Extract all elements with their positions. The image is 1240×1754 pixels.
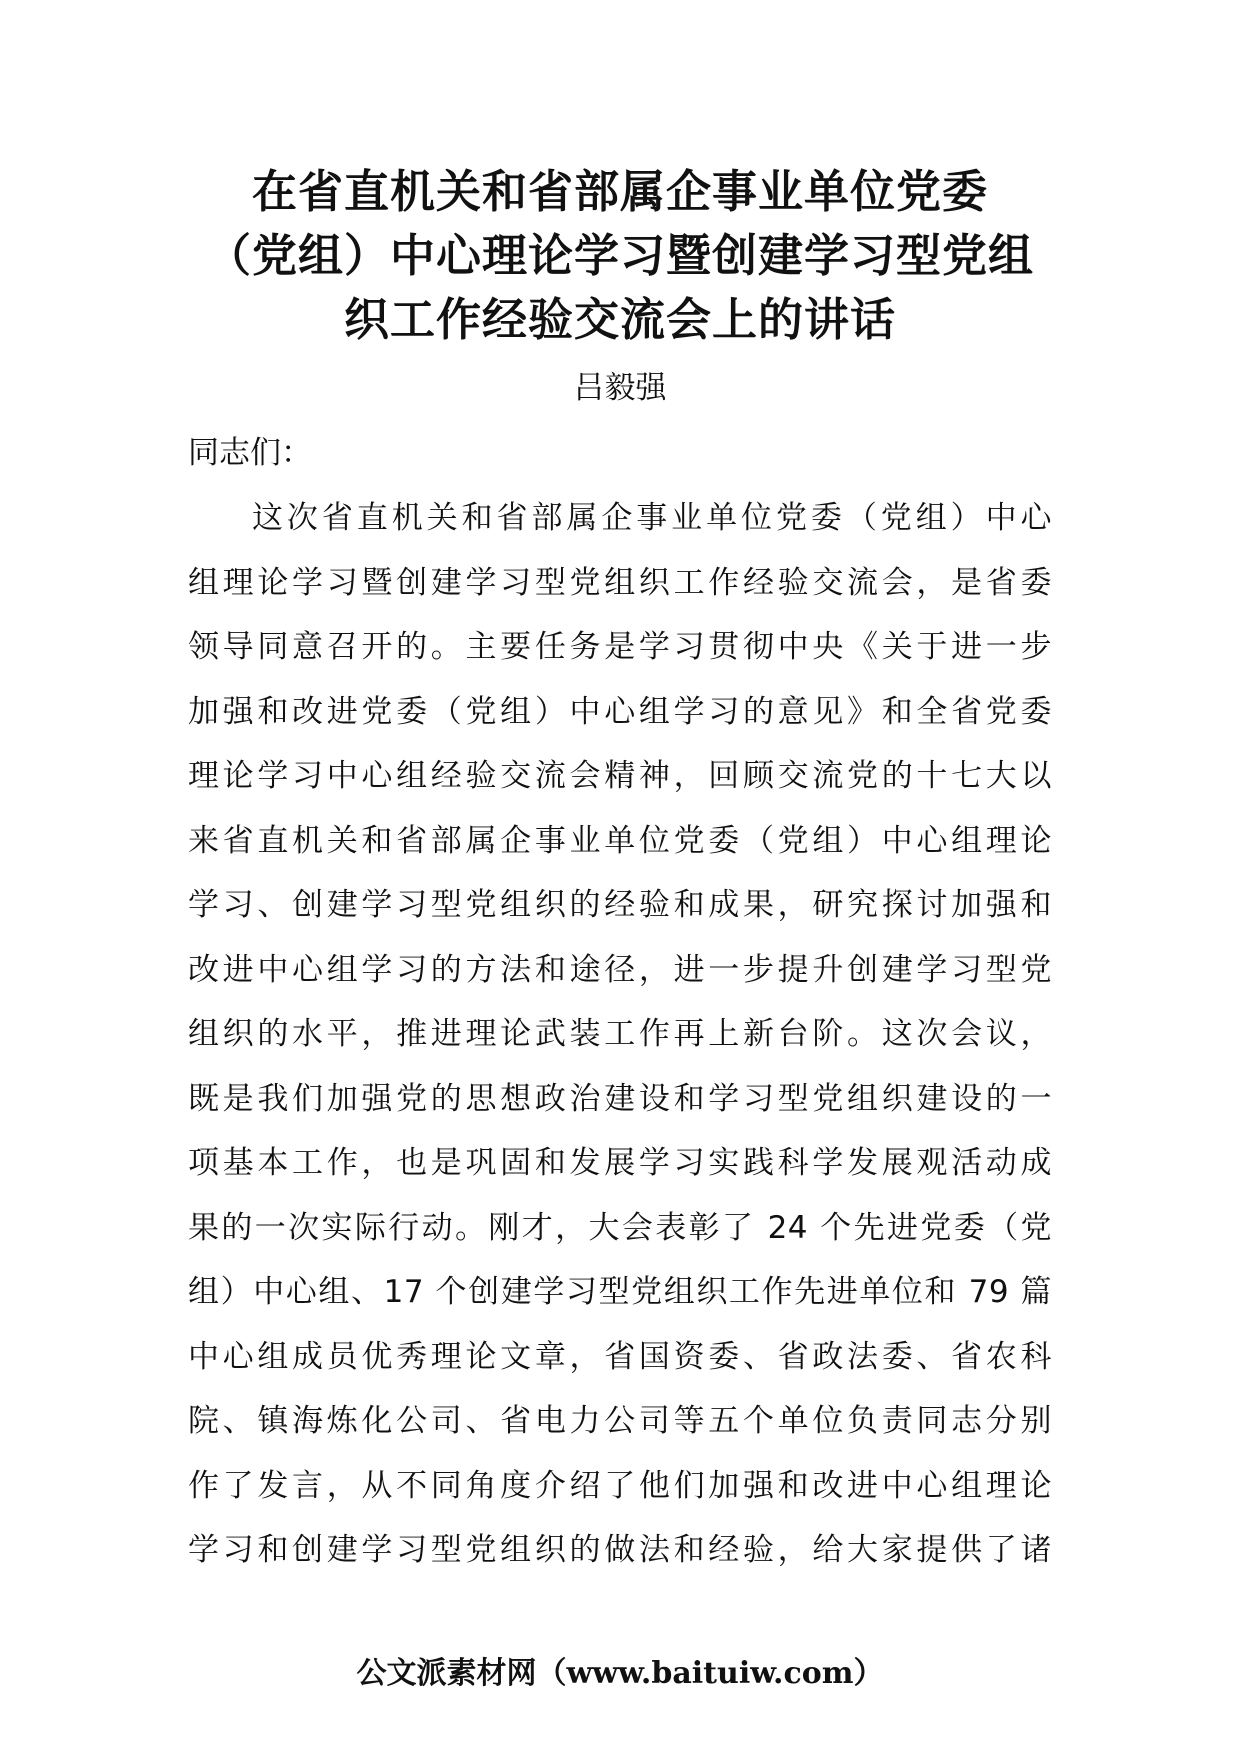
body-line: 中心组成员优秀理论文章，省国资委、省政法委、省农科 bbox=[188, 1338, 1052, 1375]
body-line: 改进中心组学习的方法和途径，进一步提升创建学习型党 bbox=[188, 951, 1052, 988]
body-line: 领导同意召开的。主要任务是学习贯彻中央《关于进一步 bbox=[188, 629, 1052, 665]
body-line: 学习和创建学习型党组织的做法和经验，给大家提供了诸 bbox=[188, 1532, 1052, 1568]
body-line: 组织的水平，推进理论武装工作再上新台阶。这次会议， bbox=[188, 1016, 1052, 1052]
body-line: 既是我们加强党的思想政治建设和学习型党组织建设的一 bbox=[188, 1080, 1052, 1117]
title-line: 织工作经验交流会上的讲话 bbox=[343, 293, 896, 346]
title-line: （党组）中心理论学习暨创建学习型党组 bbox=[205, 229, 1034, 282]
body-line: 组理论学习暨创建学习型党组织工作经验交流会，是省委 bbox=[188, 564, 1052, 601]
salutation: 同志们： bbox=[188, 435, 312, 471]
body-line: 作了发言，从不同角度介绍了他们加强和改进中心组理论 bbox=[188, 1467, 1052, 1504]
body-line: 果的一次实际行动。刚才，大会表彰了 24 个先进党委（党 bbox=[188, 1209, 1052, 1246]
body-line: 理论学习中心组经验交流会精神，回顾交流党的十七大以 bbox=[188, 758, 1052, 794]
body-line: 这次省直机关和省部属企事业单位党委（党组）中心 bbox=[252, 500, 1052, 536]
body-line: 加强和改进党委（党组）中心组学习的意见》和全省党委 bbox=[188, 693, 1052, 730]
body-paragraph bbox=[188, 486, 1052, 1583]
body-line: 项基本工作，也是巩固和发展学习实践科学发展观活动成 bbox=[188, 1145, 1052, 1181]
body-line: 组）中心组、17 个创建学习型党组织工作先进单位和 79 篇 bbox=[188, 1274, 1052, 1310]
body-line: 来省直机关和省部属企事业单位党委（党组）中心组理论 bbox=[188, 822, 1052, 859]
body-line: 学习、创建学习型党组织的经验和成果，研究探讨加强和 bbox=[188, 887, 1052, 923]
document-title bbox=[170, 160, 1070, 352]
body-line: 院、镇海炼化公司、省电力公司等五个单位负责同志分别 bbox=[188, 1403, 1052, 1439]
author-name: 吕毅强 bbox=[573, 370, 667, 406]
footer-source: 公文派素材网（www.baituiw.com） bbox=[356, 1656, 884, 1691]
title-line: 在省直机关和省部属企事业单位党委 bbox=[251, 165, 988, 218]
